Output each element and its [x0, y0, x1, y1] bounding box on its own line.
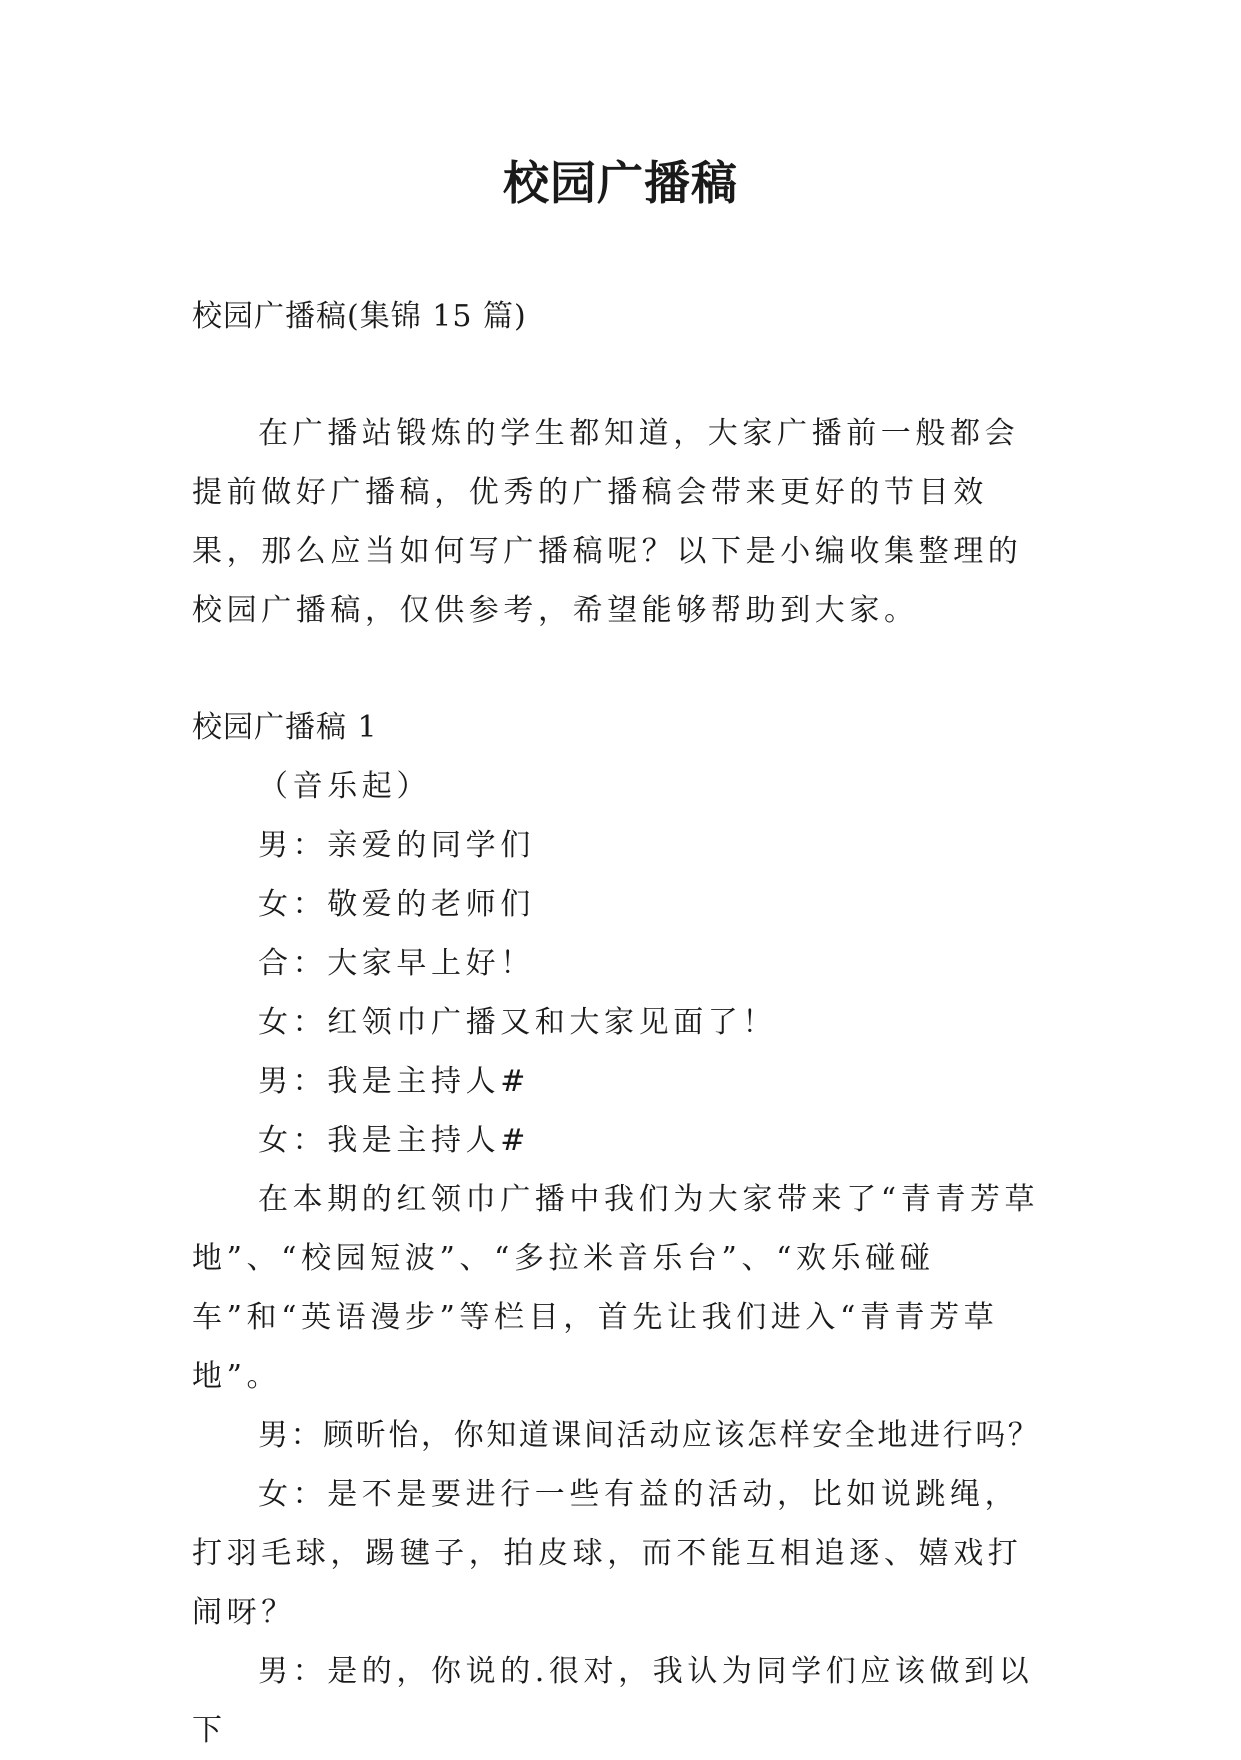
document-title: 校园广播稿 — [503, 156, 738, 210]
script-paragraph: 女：是不是要进行一些有益的活动，比如说跳绳，打羽毛球，踢毽子，拍皮球，而不能互相追逐、嬉戏打闹呀？ — [192, 1477, 1023, 1630]
script-line: 男：我是主持人# — [258, 1064, 530, 1099]
section-heading: 校园广播稿 1 — [192, 710, 378, 745]
intro-paragraph — [192, 404, 1050, 640]
script-line: 合：大家早上好！ — [258, 946, 535, 981]
script-line: （音乐起） — [258, 769, 431, 804]
section-1 — [192, 698, 1050, 1760]
document-subtitle: 校园广播稿(集锦 15 篇) — [192, 299, 527, 334]
script-paragraph: 在本期的红领巾广播中我们为大家带来了“青青芳草地”、“校园短波”、“多拉米音乐台”、“欢乐碰碰车”和“英语漫步”等栏目，首先让我们进入“青青芳草地”。 — [192, 1182, 1040, 1394]
script-line: 男：是的，你说的.很对，我认为同学们应该做到以下 — [192, 1654, 1034, 1748]
script-line: 女：红领巾广播又和大家见面了！ — [258, 1005, 777, 1040]
script-line: 男：顾昕怡，你知道课间活动应该怎样安全地进行吗？ — [258, 1418, 1041, 1453]
intro-text: 在广播站锻炼的学生都知道，大家广播前一般都会提前做好广播稿，优秀的广播稿会带来更好的节目效果，那么应当如何写广播稿呢？以下是小编收集整理的校园广播稿，仅供参考，希望能够帮助到大家。 — [192, 416, 1023, 628]
script-line: 女：敬爱的老师们 — [258, 887, 535, 922]
script-line: 男：亲爱的同学们 — [258, 828, 535, 863]
script-line: 女：我是主持人# — [258, 1123, 530, 1158]
